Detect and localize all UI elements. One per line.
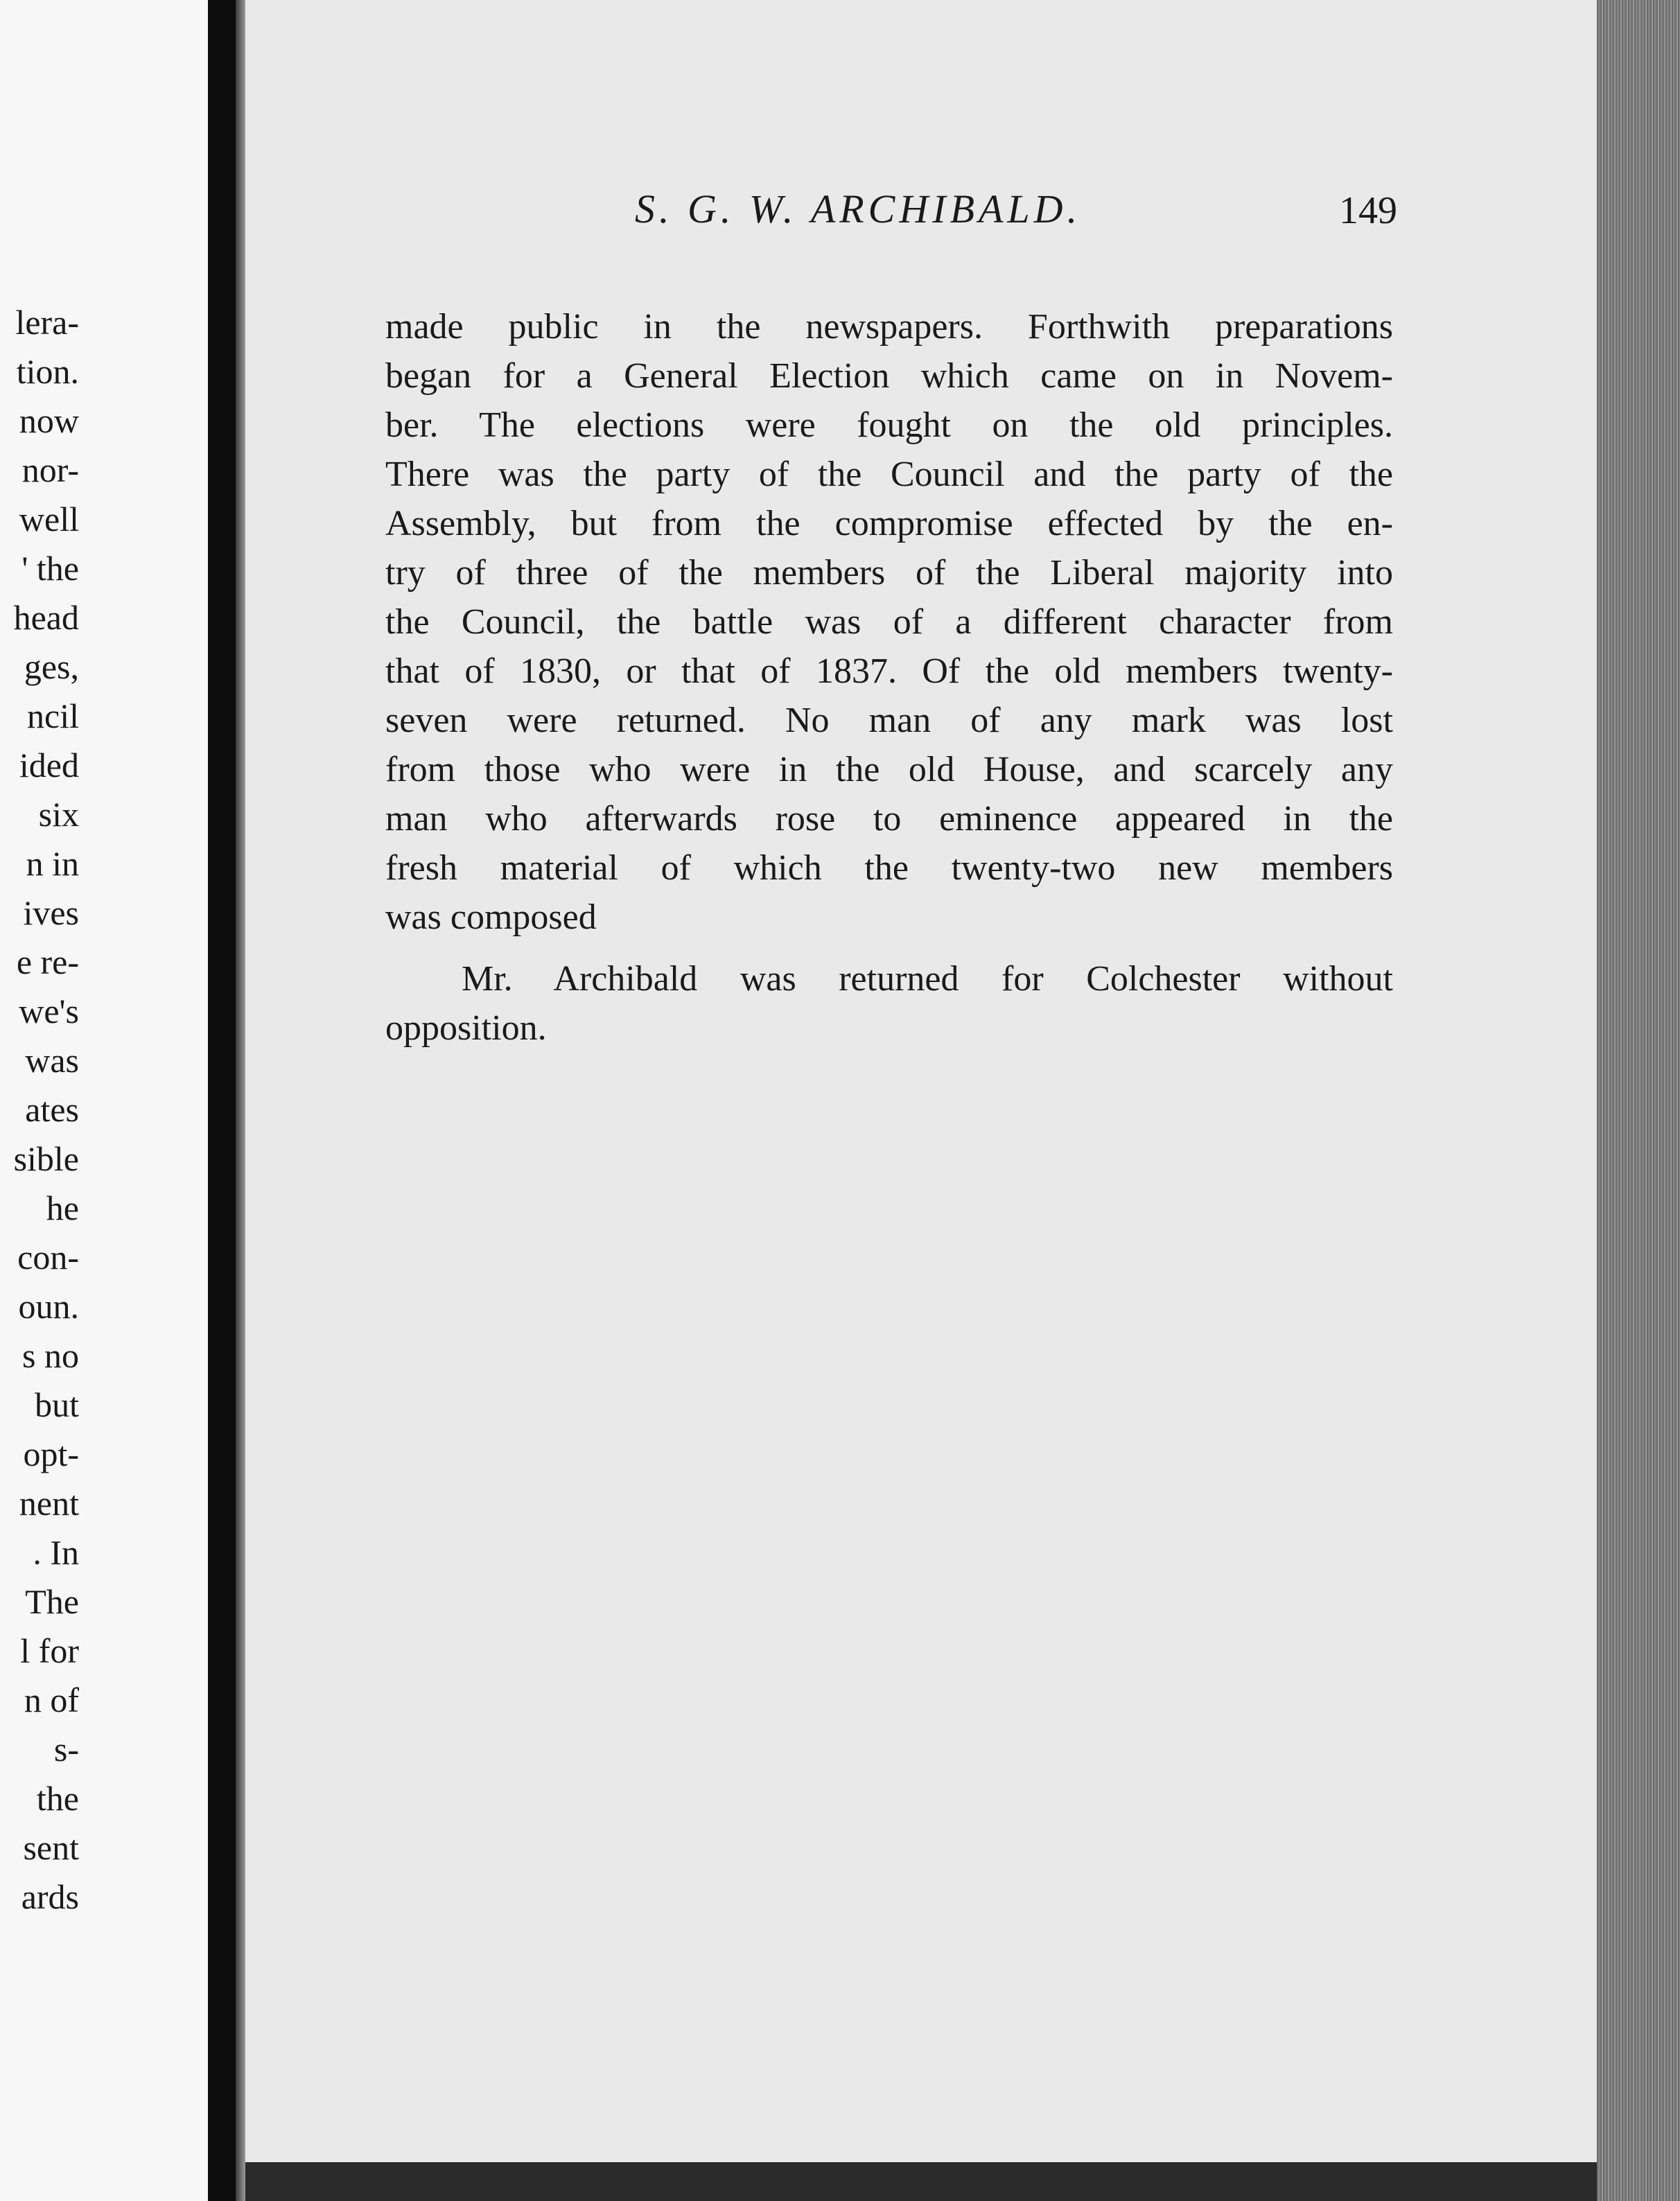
left-page-fragment: ided (19, 746, 79, 784)
left-page-fragment: lera- (15, 303, 79, 342)
text-line: began for a General Election which came on in Novem- (385, 356, 1393, 396)
left-page-fragment: oun. (18, 1287, 79, 1326)
left-page-fragment: ates (25, 1090, 79, 1129)
text-line: ber. The elections were fought on the old principles. (385, 405, 1393, 445)
left-page-fragment: tion. (16, 352, 79, 391)
left-page-fragment: ards (21, 1877, 79, 1916)
left-page-fragment: ncil (27, 696, 79, 735)
left-page-fragment: now (19, 401, 79, 440)
page-number: 149 (1339, 189, 1397, 232)
left-page-fragment: but (35, 1385, 79, 1424)
paragraph-1 (385, 302, 1393, 942)
left-page-fragment: the (36, 1779, 79, 1818)
left-page-fragment: ges, (24, 647, 79, 686)
left-facing-page (0, 0, 208, 2201)
left-page-fragment: The (25, 1582, 79, 1621)
left-page-fragment: we's (19, 992, 79, 1031)
text-line: seven were returned. No man of any mark was lost (385, 701, 1393, 740)
running-head: S. G. W. ARCHIBALD. (635, 186, 1082, 231)
text-line: was composed (385, 897, 597, 937)
left-page-fragment: con- (17, 1238, 79, 1277)
left-page-fragment: ' the (21, 549, 79, 588)
paragraph-2 (385, 954, 1393, 1053)
left-page-fragment: . In (33, 1533, 79, 1572)
left-page-fragment: s- (53, 1730, 79, 1769)
left-page-line-fragments (14, 298, 79, 1922)
page-bottom-edge (245, 2162, 1597, 2201)
left-page-fragment: six (38, 795, 79, 834)
left-page-fragment: was (25, 1041, 79, 1080)
left-page-fragment: sible (13, 1139, 79, 1178)
text-line: fresh material of which the twenty-two new members (385, 848, 1393, 888)
left-page-fragment: nent (19, 1484, 79, 1523)
left-page-fragment: s no (22, 1336, 79, 1375)
left-page-fragment: e re- (16, 942, 79, 981)
text-line: There was the party of the Council and the party of the (385, 455, 1393, 494)
text-line: opposition. (385, 1008, 547, 1048)
text-line: the Council, the battle was of a different character from (385, 602, 1393, 642)
left-page-fragment: l for (20, 1631, 79, 1670)
text-line: Assembly, but from the compromise effected by the en- (385, 504, 1393, 543)
text-line: that of 1830, or that of 1837. Of the old members twenty- (385, 651, 1393, 691)
left-page-fragment: n of (24, 1681, 79, 1719)
text-line: man who afterwards rose to eminence appeared in the (385, 799, 1393, 839)
body-text (385, 302, 1393, 1053)
gutter-shadow (236, 0, 245, 2201)
left-page-fragment: he (46, 1189, 79, 1227)
page-edges (1597, 0, 1680, 2201)
left-page-fragment: ives (23, 893, 79, 932)
left-page-fragment: sent (23, 1828, 79, 1867)
book-gutter (208, 0, 236, 2201)
left-page-fragment: head (13, 598, 79, 637)
text-line: from those who were in the old House, and scarcely any (385, 750, 1393, 789)
text-line: Mr. Archibald was returned for Colchester without (462, 959, 1393, 999)
left-page-fragment: n in (26, 844, 79, 883)
text-line: made public in the newspapers. Forthwith preparations (385, 307, 1393, 347)
text-line: try of three of the members of the Liberal majority into (385, 553, 1393, 593)
left-page-fragment: nor- (21, 450, 79, 489)
left-page-fragment: well (19, 500, 79, 538)
left-page-fragment: opt- (23, 1435, 79, 1473)
